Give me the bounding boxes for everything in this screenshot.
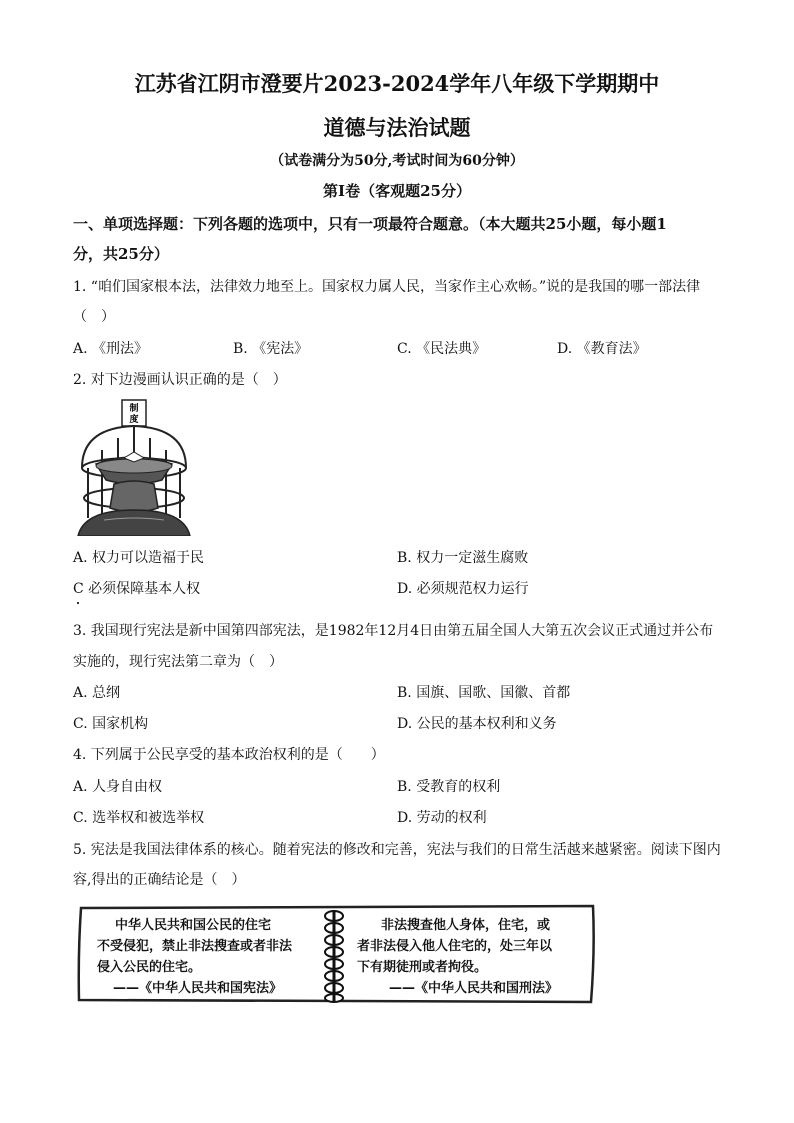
q4-option-c: C. 选举权和被选举权: [73, 810, 205, 826]
q4-option-d: D. 劳动的权利: [397, 810, 487, 826]
q1-option-b: B. 《宪法》: [233, 341, 309, 357]
q3-option-d: D. 公民的基本权利和义务: [397, 716, 557, 732]
constitution-source: ——《中华人民共和国宪法》: [113, 981, 283, 996]
criminal-law-source: ——《中华人民共和国刑法》: [389, 981, 559, 996]
q2-option-b: B. 权力一定滋生腐败: [397, 550, 529, 566]
q5-stem-line1: 5. 宪法是我国法律体系的核心。随着宪法的修改和完善，宪法与我们的日常生活越来越紧密。阅读下图内: [73, 842, 721, 858]
q5-stem-line2: 容,得出的正确结论是（ ）: [73, 872, 246, 888]
q3-option-a: A. 总纲: [73, 685, 121, 701]
q2-stem: 2. 对下边漫画认识正确的是（ ）: [73, 372, 287, 388]
criminal-law-quote-line2: 者非法侵入他人住宅的，处三年以: [357, 939, 553, 954]
q1-option-d: D. 《教育法》: [557, 341, 647, 357]
stray-dot: [77, 602, 79, 604]
constitution-quote-line2: 不受侵犯，禁止非法搜查或者非法: [97, 939, 293, 954]
cartoon-power-in-cage: [74, 398, 208, 536]
section-heading-line2: 分，共25分）: [73, 245, 169, 263]
criminal-law-quote-line1: 非法搜查他人身体，住宅，或: [381, 918, 551, 933]
q2-option-c: C 必须保障基本人权: [73, 581, 201, 597]
q2-option-d: D. 必须规范权力运行: [397, 581, 529, 597]
cartoon-label-2: 度: [129, 415, 139, 425]
cartoon-label-1: 制: [129, 404, 139, 414]
q2-option-a: A. 权力可以造福于民: [73, 550, 205, 566]
q4-stem: 4. 下列属于公民享受的基本政治权利的是（ ）: [73, 747, 385, 763]
q3-stem-line1: 3. 我国现行宪法是新中国第四部宪法，是1982年12月4日由第五届全国人大第五次会议正式通过并公布: [73, 623, 714, 639]
volume-heading: 第Ⅰ卷（客观题25分）: [323, 182, 471, 200]
q3-option-c: C. 国家机构: [73, 716, 149, 732]
criminal-law-quote-line3: 下有期徒刑或者拘役。: [357, 960, 488, 975]
q4-option-b: B. 受教育的权利: [397, 779, 501, 795]
q4-option-a: A. 人身自由权: [73, 779, 163, 795]
q1-option-a: A. 《刑法》: [73, 341, 149, 357]
exam-title-line2: 道德与法治试题: [323, 115, 471, 140]
law-comparison-box: [75, 902, 599, 1006]
q1-stem-line1: 1. “咱们国家根本法，法律效力地至上。国家权力属人民，当家作主心欢畅。”说的是我国的哪一部法律: [73, 279, 701, 295]
q1-option-c: C. 《民法典》: [397, 341, 487, 357]
exam-note: （试卷满分为50分,考试时间为60分钟）: [270, 153, 524, 169]
q3-option-b: B. 国旗、国歌、国徽、首都: [397, 685, 571, 701]
exam-title-line1: 江苏省江阴市澄要片2023-2024学年八年级下学期期中: [134, 71, 660, 96]
constitution-quote-line1: 中华人民共和国公民的住宅: [115, 918, 272, 933]
q3-stem-line2: 实施的，现行宪法第二章为（ ）: [73, 654, 283, 670]
section-heading-line1: 一、单项选择题：下列各题的选项中，只有一项最符合题意。（本大题共25小题，每小题1: [73, 215, 667, 233]
constitution-quote-line3: 侵入公民的住宅。: [97, 960, 202, 975]
q1-stem-line2: （ ）: [73, 309, 115, 325]
